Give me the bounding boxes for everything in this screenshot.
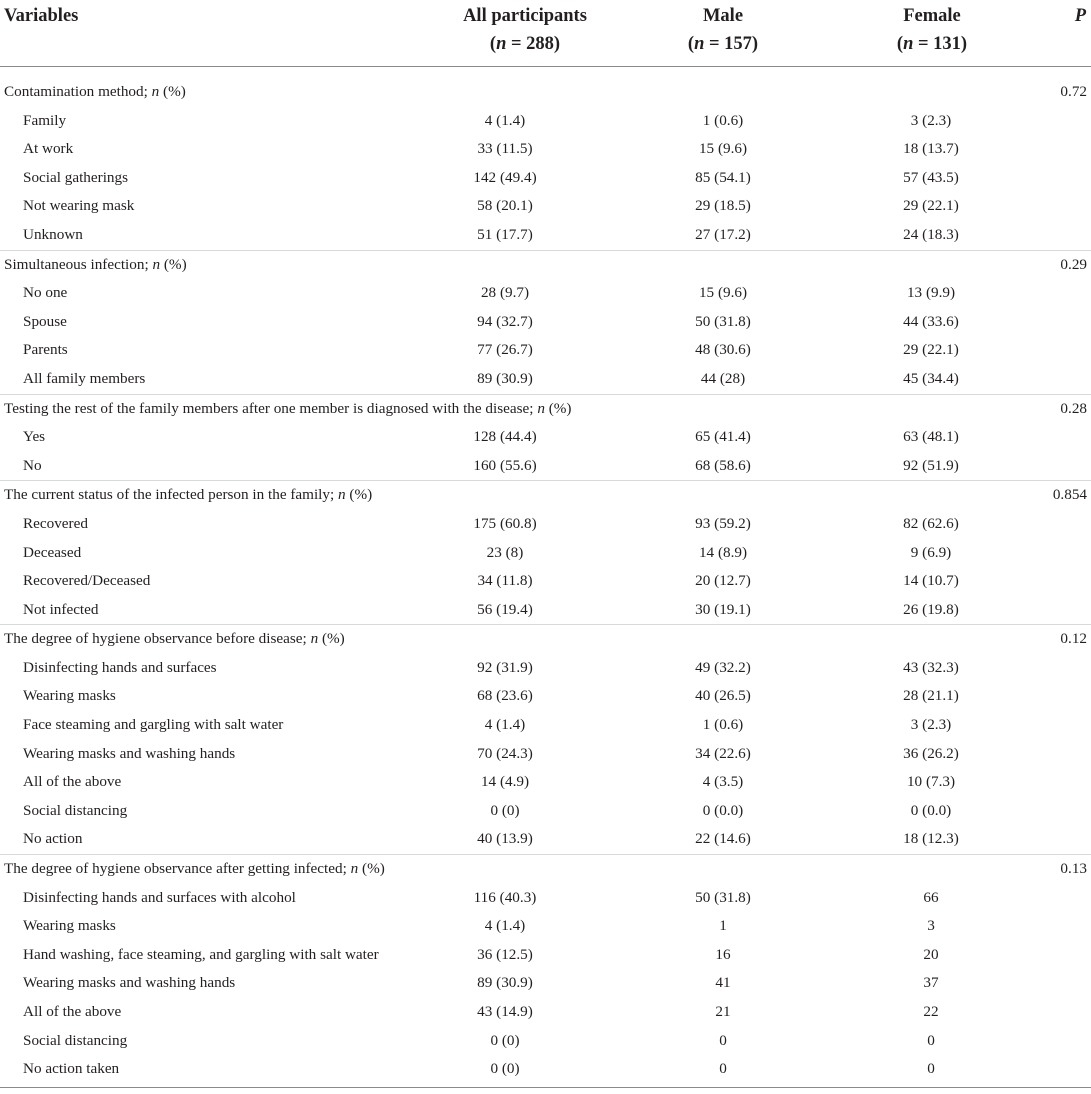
cell-female: 18 (12.3) (903, 830, 959, 848)
cell-male: 41 (715, 974, 731, 992)
cell-all-participants: 40 (13.9) (477, 830, 533, 848)
cell-all-participants: 77 (26.7) (477, 341, 533, 359)
cell-female: 28 (21.1) (903, 687, 959, 705)
n-symbol: n (151, 83, 160, 100)
table-row (0, 567, 1091, 596)
cell-all-participants: 4 (1.4) (484, 917, 526, 935)
table-row (0, 135, 1091, 164)
cell-all-participants: 70 (24.3) (477, 744, 533, 762)
section-row (0, 480, 1091, 510)
table-row (0, 768, 1091, 797)
table-row (0, 192, 1091, 221)
cell-all-participants: 160 (55.6) (473, 456, 537, 474)
cell-male: 20 (12.7) (695, 572, 751, 590)
section-p-value: 0.13 (1060, 860, 1087, 878)
cell-male: 50 (31.8) (695, 312, 751, 330)
cell-female: 0 (927, 1060, 935, 1078)
table-row (0, 365, 1091, 394)
n-symbol: n (903, 34, 914, 54)
row-label: Social gatherings (23, 168, 129, 186)
cell-all-participants: 36 (12.5) (477, 945, 533, 963)
cell-male: 1 (0.6) (702, 111, 744, 129)
cell-female: 18 (13.7) (903, 140, 959, 158)
section-title: The current status of the infected person in the family; n (%) (4, 486, 373, 504)
cell-male: 0 (719, 1060, 727, 1078)
row-label: Parents (23, 341, 68, 359)
table-row (0, 912, 1091, 941)
cell-all-participants: 34 (11.8) (477, 572, 533, 590)
cell-male: 68 (58.6) (695, 456, 751, 474)
cell-male: 30 (19.1) (695, 600, 751, 618)
table-row (0, 797, 1091, 826)
section-row (0, 250, 1091, 280)
table-header (0, 0, 1091, 67)
section-row (0, 394, 1091, 424)
row-label: Face steaming and gargling with salt water (23, 716, 284, 734)
row-label: Disinfecting hands and surfaces (23, 658, 217, 676)
table-row (0, 654, 1091, 683)
cell-male: 22 (14.6) (695, 830, 751, 848)
cell-all-participants: 23 (8) (486, 543, 524, 561)
section-title: Contamination method; n (%) (4, 83, 186, 100)
section-title: The degree of hygiene observance before disease; n (%) (4, 630, 345, 648)
cell-all-participants: 142 (49.4) (473, 168, 537, 186)
cell-female: 36 (26.2) (903, 744, 959, 762)
header-all-n: (n = 288) (489, 34, 561, 54)
row-label: No one (23, 284, 68, 302)
table-row (0, 107, 1091, 136)
table-row (0, 308, 1091, 337)
header-female (832, 2, 1032, 58)
cell-male: 34 (22.6) (695, 744, 751, 762)
section-row (0, 624, 1091, 654)
table-row (0, 1055, 1091, 1084)
cell-male: 15 (9.6) (698, 284, 748, 302)
table-row (0, 682, 1091, 711)
row-label: Unknown (23, 225, 83, 243)
bottom-rule (0, 1087, 1091, 1088)
section-p-value: 0.72 (1060, 83, 1087, 100)
section-p-value: 0.854 (1052, 486, 1087, 504)
cell-male: 85 (54.1) (695, 168, 751, 186)
cell-female: 82 (62.6) (903, 514, 959, 532)
n-symbol: n (338, 486, 346, 504)
cell-male: 1 (0.6) (702, 716, 744, 734)
cell-all-participants: 43 (14.9) (477, 1003, 533, 1020)
row-label: Social distancing (23, 801, 128, 819)
row-label: Yes (23, 428, 46, 446)
section-title: Testing the rest of the family members after one member is diagnosed with the disease; n (%) (4, 399, 572, 417)
table-row (0, 1027, 1091, 1056)
cell-all-participants: 4 (1.4) (484, 111, 526, 129)
n-symbol: n (350, 860, 359, 878)
table-row (0, 941, 1091, 970)
table-body (0, 78, 1091, 1084)
table-row (0, 164, 1091, 193)
row-label: Not infected (23, 600, 99, 618)
cell-all-participants: 56 (19.4) (477, 600, 533, 618)
row-label: All family members (23, 369, 146, 387)
cell-male: 93 (59.2) (695, 514, 751, 532)
table-row (0, 539, 1091, 568)
cell-female: 22 (923, 1003, 939, 1020)
cell-male: 29 (18.5) (695, 197, 751, 215)
cell-all-participants: 14 (4.9) (480, 773, 530, 791)
table-row (0, 596, 1091, 625)
cell-male: 0 (719, 1031, 727, 1049)
section-row (0, 854, 1091, 884)
cell-all-participants: 33 (11.5) (477, 140, 533, 158)
cell-male: 49 (32.2) (695, 658, 751, 676)
cell-male: 16 (715, 945, 731, 963)
table-row (0, 423, 1091, 452)
cell-female: 20 (923, 945, 939, 963)
cell-male: 14 (8.9) (698, 543, 748, 561)
cell-male: 40 (26.5) (695, 687, 751, 705)
row-label: Wearing masks and washing hands (23, 974, 236, 992)
header-p: P (1074, 6, 1086, 26)
cell-all-participants: 89 (30.9) (477, 369, 533, 387)
row-label: All of the above (23, 773, 122, 791)
cell-male: 15 (9.6) (698, 140, 748, 158)
cell-female: 63 (48.1) (903, 428, 959, 446)
cell-female: 14 (10.7) (903, 572, 959, 590)
cell-male: 0 (0.0) (702, 801, 744, 819)
table-row (0, 825, 1091, 854)
row-label: No action (23, 830, 83, 848)
row-label: Hand washing, face steaming, and gargling with salt water (23, 945, 379, 963)
cell-female: 29 (22.1) (903, 197, 959, 215)
cell-female: 13 (9.9) (906, 284, 956, 302)
row-label: Deceased (23, 543, 82, 561)
row-label: Wearing masks and washing hands (23, 744, 236, 762)
header-all-participants (415, 2, 635, 58)
cell-all-participants: 28 (9.7) (480, 284, 530, 302)
cell-female: 3 (927, 917, 935, 935)
cell-male: 27 (17.2) (695, 225, 751, 243)
cell-female: 3 (2.3) (910, 111, 952, 129)
cell-male: 44 (28) (700, 369, 746, 387)
row-label: Recovered/Deceased (23, 572, 151, 590)
table-row (0, 336, 1091, 365)
cell-male: 1 (719, 917, 727, 935)
cell-female: 44 (33.6) (903, 312, 959, 330)
header-female-n: (n = 131) (896, 34, 968, 54)
cell-all-participants: 51 (17.7) (477, 225, 533, 243)
row-label: Disinfecting hands and surfaces with alcohol (23, 888, 296, 906)
header-all-title: All participants (463, 6, 587, 26)
row-label: Wearing masks (23, 917, 116, 935)
header-male-n: (n = 157) (687, 34, 759, 54)
cell-male: 21 (715, 1003, 731, 1020)
n-symbol: n (496, 34, 507, 54)
row-label: All of the above (23, 1003, 122, 1020)
header-male (623, 2, 823, 58)
section-p-value: 0.28 (1060, 399, 1087, 417)
row-label: Recovered (23, 514, 88, 532)
cell-all-participants: 128 (44.4) (473, 428, 537, 446)
header-variables: Variables (4, 6, 79, 26)
cell-female: 3 (2.3) (910, 716, 952, 734)
row-label: Not wearing mask (23, 197, 135, 215)
cell-male: 50 (31.8) (695, 888, 751, 906)
cell-female: 43 (32.3) (903, 658, 959, 676)
table-row (0, 884, 1091, 913)
cell-female: 29 (22.1) (903, 341, 959, 359)
header-female-title: Female (903, 6, 961, 26)
cell-female: 26 (19.8) (903, 600, 959, 618)
cell-all-participants: 0 (0) (490, 1031, 520, 1049)
cell-all-participants: 92 (31.9) (477, 658, 533, 676)
cell-all-participants: 89 (30.9) (477, 974, 533, 992)
row-label: Wearing masks (23, 687, 116, 705)
table-row (0, 711, 1091, 740)
table-row (0, 998, 1091, 1027)
section-p-value: 0.12 (1060, 630, 1087, 648)
cell-male: 48 (30.6) (695, 341, 751, 359)
cell-female: 57 (43.5) (903, 168, 959, 186)
row-label: At work (23, 140, 74, 158)
n-symbol: n (152, 255, 161, 273)
n-symbol: n (537, 399, 545, 417)
table-row (0, 969, 1091, 998)
table-row (0, 740, 1091, 769)
row-label: No (23, 456, 42, 474)
cell-female: 66 (923, 888, 939, 906)
n-symbol: n (310, 630, 319, 648)
cell-all-participants: 58 (20.1) (477, 197, 533, 215)
cell-all-participants: 0 (0) (490, 1060, 520, 1078)
cell-male: 4 (3.5) (702, 773, 744, 791)
cell-female: 10 (7.3) (906, 773, 956, 791)
row-label: Spouse (23, 312, 67, 330)
row-label: No action taken (23, 1060, 120, 1078)
section-title: Simultaneous infection; n (%) (4, 255, 187, 273)
table-row (0, 452, 1091, 481)
cell-female: 9 (6.9) (910, 543, 952, 561)
section-p-value: 0.29 (1060, 255, 1087, 273)
header-male-title: Male (702, 6, 744, 26)
cell-all-participants: 94 (32.7) (477, 312, 533, 330)
cell-female: 24 (18.3) (903, 225, 959, 243)
cell-male: 65 (41.4) (695, 428, 751, 446)
cell-female: 45 (34.4) (903, 369, 959, 387)
cell-female: 0 (0.0) (910, 801, 952, 819)
cell-female: 92 (51.9) (903, 456, 959, 474)
table-row (0, 221, 1091, 250)
cell-female: 37 (923, 974, 939, 992)
section-title: The degree of hygiene observance after getting infected; n (%) (4, 860, 385, 878)
cell-all-participants: 68 (23.6) (477, 687, 533, 705)
cell-all-participants: 4 (1.4) (484, 716, 526, 734)
cell-all-participants: 116 (40.3) (473, 888, 537, 906)
row-label: Family (23, 111, 67, 129)
row-label: Social distancing (23, 1031, 128, 1049)
cell-all-participants: 0 (0) (490, 801, 520, 819)
table-row (0, 279, 1091, 308)
n-symbol: n (694, 34, 705, 54)
cell-female: 0 (927, 1031, 935, 1049)
section-row (0, 78, 1091, 107)
table-row (0, 510, 1091, 539)
cell-all-participants: 175 (60.8) (473, 514, 537, 532)
